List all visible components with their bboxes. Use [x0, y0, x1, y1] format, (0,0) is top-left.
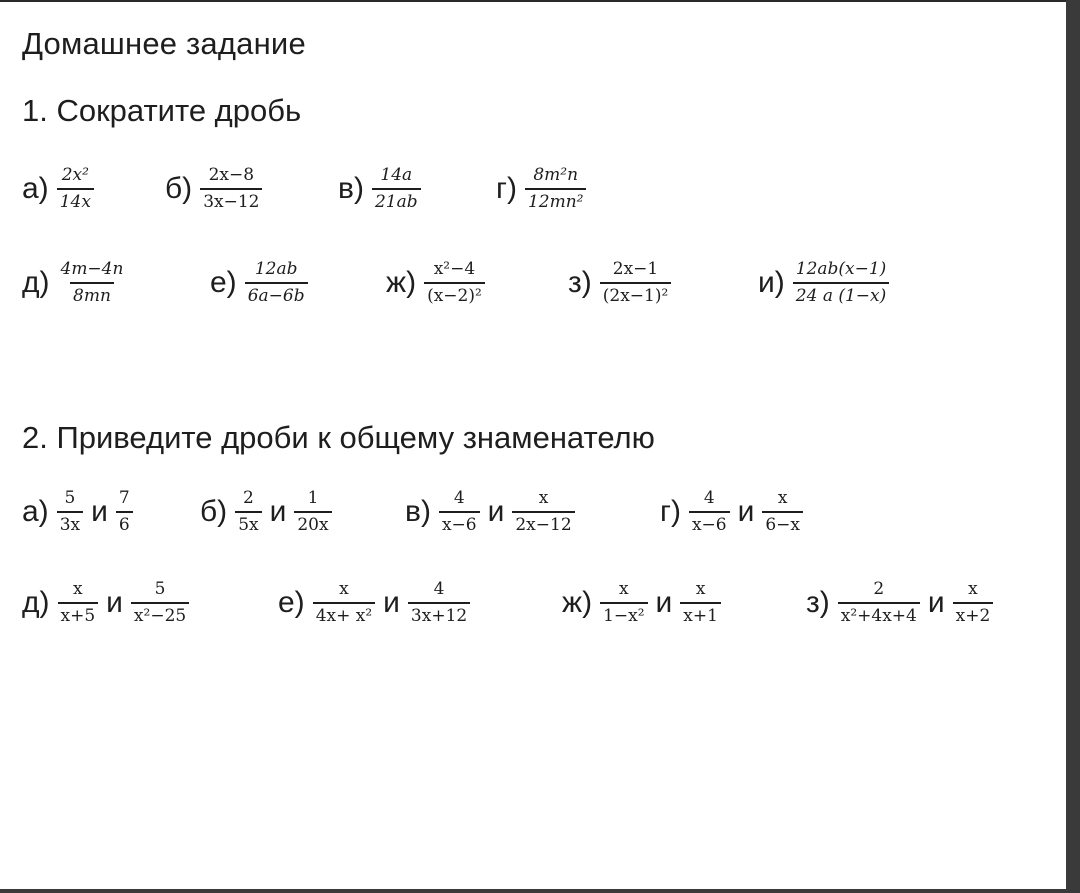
denominator: 8mn: [70, 282, 114, 305]
fraction: [762, 490, 803, 534]
fraction: [838, 581, 920, 625]
item-label: е): [278, 586, 305, 619]
denominator: (2x−1)²: [600, 282, 672, 305]
fraction: [294, 490, 331, 534]
denominator: 2x−12: [512, 511, 574, 534]
denominator: x+5: [58, 602, 99, 625]
item-label: г): [660, 495, 681, 528]
numerator: 4: [453, 488, 465, 508]
task-1z: [568, 261, 671, 305]
denominator: 21ab: [372, 188, 421, 211]
task-1v: [338, 167, 421, 211]
item-label: в): [405, 495, 431, 528]
fraction: [235, 490, 261, 534]
fraction: [525, 167, 587, 211]
denominator: 3x: [57, 511, 83, 534]
task-1-heading: 1. Сократите дробь: [22, 93, 302, 128]
item-label: д): [22, 586, 50, 619]
fraction: [57, 490, 83, 534]
task-1g: [496, 167, 586, 211]
task-2e: [278, 581, 470, 625]
fraction: [600, 261, 672, 305]
task-2v: [405, 490, 575, 534]
item-label: ж): [562, 586, 593, 619]
denominator: x−6: [439, 511, 480, 534]
numerator: x: [695, 579, 706, 599]
item-label: з): [568, 266, 592, 299]
numerator: x²−4: [433, 259, 476, 279]
conjunction: и: [487, 495, 505, 528]
numerator: 12ab: [254, 259, 298, 279]
numerator: x: [777, 488, 788, 508]
item-label: г): [496, 172, 517, 205]
denominator: 5x: [235, 511, 261, 534]
numerator: 7: [118, 488, 130, 508]
item-label: б): [165, 172, 193, 205]
fraction: [116, 490, 133, 534]
denominator: 6−x: [762, 511, 803, 534]
task-2d: [22, 581, 189, 625]
task-2b: [200, 490, 332, 534]
task-1a: [22, 167, 94, 211]
numerator: 14a: [380, 165, 413, 185]
denominator: x+2: [953, 602, 994, 625]
conjunction: и: [927, 586, 945, 619]
numerator: 2x²: [61, 165, 89, 185]
numerator: 12ab(x−1): [795, 259, 887, 279]
numerator: 4: [433, 579, 445, 599]
item-label: е): [210, 266, 237, 299]
denominator: 4x+ x²: [313, 602, 375, 625]
denominator: 3x+12: [408, 602, 470, 625]
denominator: x+1: [680, 602, 721, 625]
numerator: 4: [703, 488, 715, 508]
conjunction: и: [91, 495, 108, 528]
conjunction: и: [655, 586, 673, 619]
fraction: [131, 581, 189, 625]
fraction: [245, 261, 308, 305]
item-label: в): [338, 172, 364, 205]
numerator: 1: [307, 488, 319, 508]
numerator: x: [538, 488, 549, 508]
numerator: x: [968, 579, 978, 599]
numerator: 2x−8: [208, 165, 255, 185]
item-label: б): [200, 495, 228, 528]
item-label: з): [806, 586, 830, 619]
denominator: 24 a (1−x): [793, 282, 890, 305]
denominator: 20x: [294, 511, 331, 534]
fraction: [424, 261, 485, 305]
task-1i: [758, 261, 889, 305]
numerator: x: [339, 579, 349, 599]
fraction: [200, 167, 262, 211]
denominator: 3x−12: [200, 188, 262, 211]
item-label: а): [22, 495, 49, 528]
fraction: [512, 490, 574, 534]
numerator: 5: [64, 488, 76, 508]
fraction: [57, 167, 94, 211]
denominator: x²−25: [131, 602, 189, 625]
denominator: 6: [116, 511, 133, 534]
task-2a: [22, 490, 133, 534]
item-label: д): [22, 266, 50, 299]
fraction: [600, 581, 647, 625]
fraction: [439, 490, 480, 534]
conjunction: и: [269, 495, 287, 528]
task-2g: [660, 490, 803, 534]
task-1e: [210, 261, 308, 305]
conjunction: и: [383, 586, 400, 619]
item-label: и): [758, 266, 785, 299]
task-1d: [22, 261, 126, 305]
denominator: 6a−6b: [245, 282, 308, 305]
item-label: а): [22, 172, 49, 205]
numerator: 8m²n: [533, 165, 579, 185]
numerator: 5: [154, 579, 166, 599]
item-label: ж): [386, 266, 417, 299]
denominator: x²+4x+4: [838, 602, 920, 625]
denominator: 12mn²: [525, 188, 587, 211]
denominator: 14x: [57, 188, 94, 211]
task-1zh: [386, 261, 485, 305]
denominator: (x−2)²: [424, 282, 485, 305]
fraction: [689, 490, 730, 534]
numerator: 2x−1: [612, 259, 659, 279]
task-2-heading: 2. Приведите дроби к общему знаменателю: [22, 420, 655, 455]
numerator: x: [619, 579, 629, 599]
fraction: [58, 581, 99, 625]
fraction: [408, 581, 470, 625]
task-2z: [806, 581, 993, 625]
fraction: [680, 581, 721, 625]
numerator: 2: [242, 488, 254, 508]
numerator: x: [73, 579, 83, 599]
conjunction: и: [106, 586, 123, 619]
denominator: x−6: [689, 511, 730, 534]
page-title: Домашнее задание: [22, 26, 306, 61]
fraction: [58, 261, 127, 305]
fraction: [793, 261, 890, 305]
fraction: [953, 581, 994, 625]
denominator: 1−x²: [600, 602, 647, 625]
numerator: 2: [873, 579, 885, 599]
task-2zh: [562, 581, 721, 625]
fraction: [313, 581, 375, 625]
numerator: 4m−4n: [60, 259, 124, 279]
conjunction: и: [737, 495, 755, 528]
fraction: [372, 167, 421, 211]
task-1b: [165, 167, 262, 211]
